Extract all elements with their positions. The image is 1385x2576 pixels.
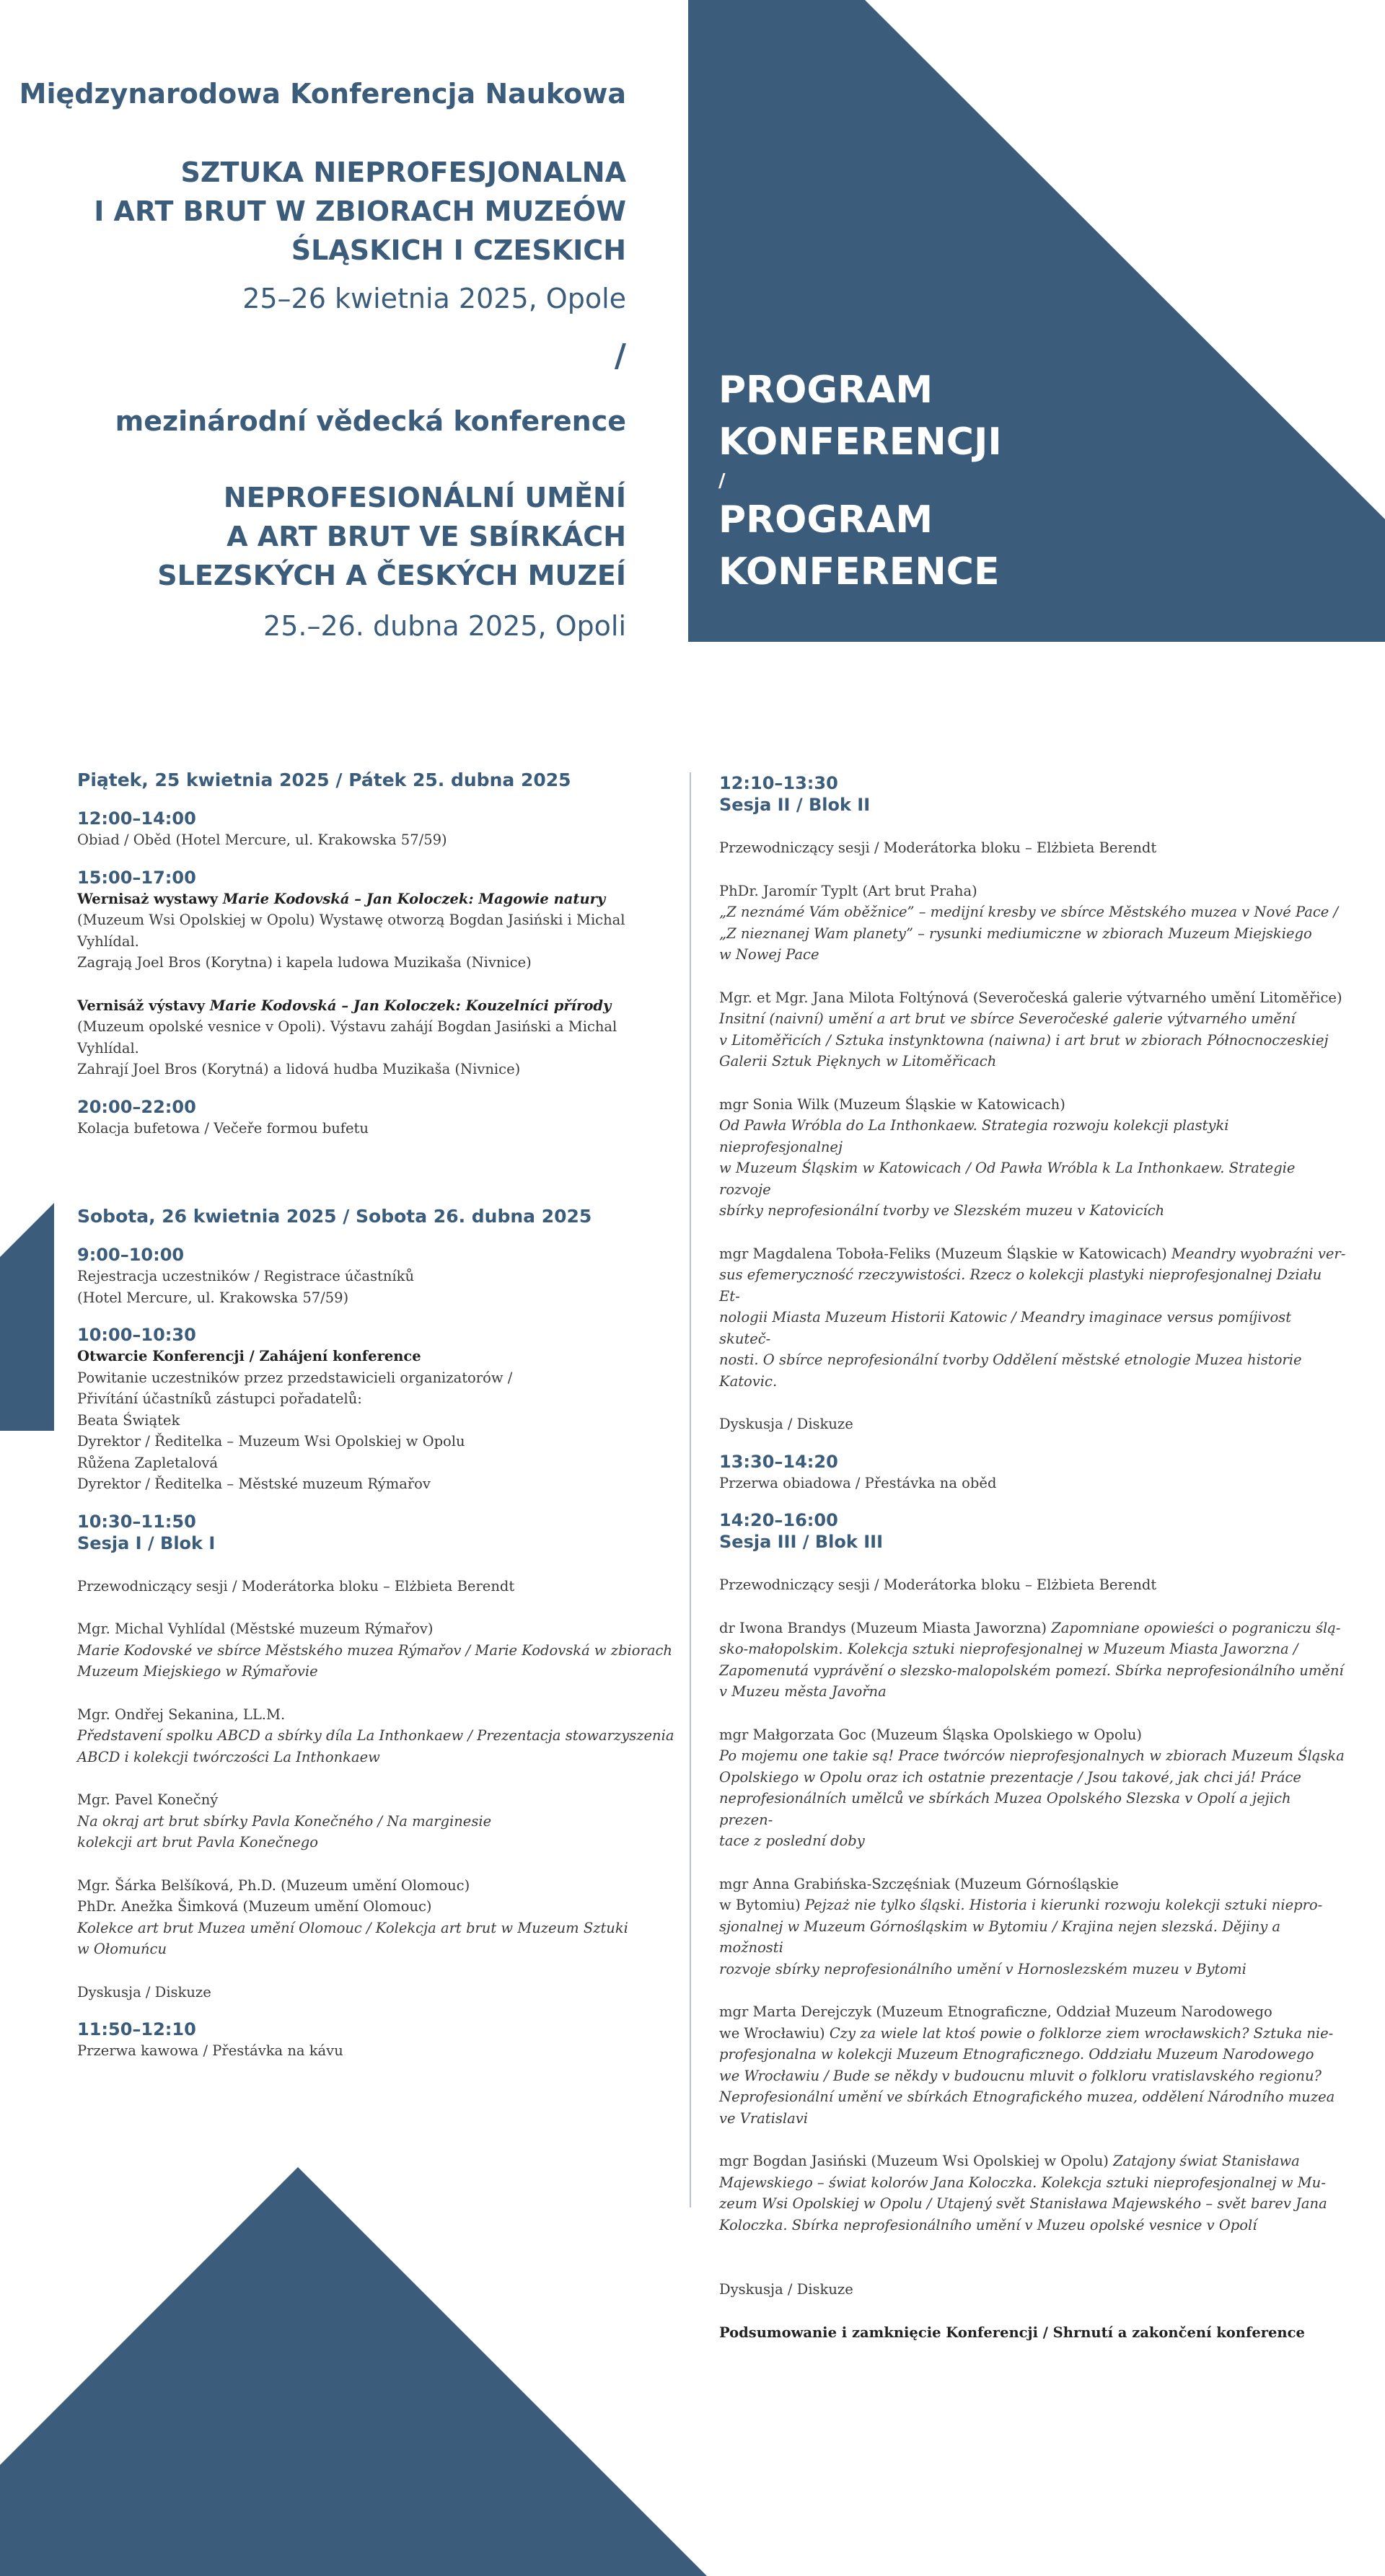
closing-session: Podsumowanie i zamknięcie Konferencji / Shrnutí a zakončení konference bbox=[719, 2324, 1305, 2341]
event-vernissage-cz: Vernisáž výstavy Marie Kodovská – Jan Koloczek: Kouzelníci přírody (Muzeum opolské vesnice v Opoli). Výstavu zahájí Bogdan Jasiński a Michal Vyhlídal. Zahrají Joel Bros (Korytná) a lidová hudba Muzikaša (Nivnice) bbox=[77, 997, 617, 1077]
presentation: Mgr. et Mgr. Jana Milota Foltýnová (Severočeská galerie výtvarného umění Litoměřice) Insitní (naivní) umění a art brut ve sbírce Severočeské galerie výtvarného umění v Litoměřicích / Sztuka instynktowna (naiwna) i art brut w zbiorach Północnoczeskiej Galerii Sztuk Pięknych w Litoměřicach bbox=[719, 989, 1342, 1069]
time-slot: 9:00–10:00 bbox=[77, 1245, 185, 1265]
bottom-decorative-triangle bbox=[0, 2167, 707, 2576]
language-separator: / bbox=[614, 338, 626, 374]
time-slot: 10:30–11:50 bbox=[77, 1511, 196, 1532]
time-slot: 15:00–17:00 bbox=[77, 867, 196, 888]
presentation: mgr Marta Derejczyk (Muzeum Etnograficzne, Oddział Muzeum Narodowego we Wrocławiu) Czy za wiele lat ktoś powie o folklorze ziem wrocławskich? Sztuka nie- profesjonalna w kolekcji Muzeum Etnograficznego. Oddziału Muzeum Narodowego we Wrocławiu / Bude se někdy v budoucnu mluvit o folkloru vratislavského regionu? Neprofesionální umění ve sbírkách Etnografického muzea, oddělení Národního muzea ve Vratislavi bbox=[719, 2003, 1335, 2127]
session-chair: Przewodniczący sesji / Moderátorka bloku – Elżbieta Berendt bbox=[77, 1577, 515, 1594]
presentation: mgr Magdalena Toboła-Feliks (Muzeum Śląskie w Katowicach) Meandry wyobraźni ver- sus efemeryczność rzeczywistości. Rzecz o kolekcji plastyki nieprofesjonalnej Działu Et- nologii Miasta Muzeum Historii Katowic / Meandry imaginace versus pomíjivost skuteč- nosti. O sbírce neprofesionální tvorby Oddělení městské etnologie Muzea historie Katovic. bbox=[719, 1245, 1346, 1390]
day-heading-saturday: Sobota, 26 kwietnia 2025 / Sobota 26. dubna 2025 bbox=[77, 1206, 592, 1227]
event-text: Przerwa kawowa / Přestávka na kávu bbox=[77, 2042, 343, 2059]
time-slot: 12:00–14:00 bbox=[77, 808, 196, 829]
presentation: Mgr. Michal Vyhlídal (Městské muzeum Rýmařov) Marie Kodovské ve sbírce Městského muzea Rýmařov / Marie Kodovská w zbiorach Muzeum Miejskiego w Rýmařovie bbox=[77, 1620, 672, 1680]
presentation: mgr Sonia Wilk (Muzeum Śląskie w Katowicach) Od Pawła Wróbla do La Inthonkaew. Strategia rozwoju kolekcji plastyki nieprofesjonalnej w Muzeum Śląskim w Katowicach / Od Pawła Wróbla k La Inthonkaew. Strategie rozvoje sbírky neprofesionální tvorby ve Slezském muzeu v Katovicích bbox=[719, 1095, 1296, 1219]
session-chair: Przewodniczący sesji / Moderátorka bloku – Elżbieta Berendt bbox=[719, 1576, 1157, 1593]
time-slot: 12:10–13:30 bbox=[719, 773, 838, 793]
event-opening-text: Powitanie uczestników przez przedstawicieli organizatorów / Přivítání účastníků zástupci pořadatelů: Beata Świątek Dyrektor / Ředitelka – Muzeum Wsi Opolskiej w Opolu Růžena Zapletalová Dyrektor / Ředitelka – Městské muzeum Rýmařov bbox=[77, 1369, 513, 1492]
program-left-column bbox=[77, 769, 676, 2062]
program-title: PROGRAM KONFERENCJI / PROGRAM KONFERENCE bbox=[718, 369, 1002, 594]
day-heading-friday: Piątek, 25 kwietnia 2025 / Pátek 25. dubna 2025 bbox=[77, 769, 571, 790]
program-right-column bbox=[719, 772, 1347, 2343]
event-text: Kolacja bufetowa / Večeře formou bufetu bbox=[77, 1119, 369, 1137]
time-slot: 20:00–22:00 bbox=[77, 1096, 196, 1117]
conference-type-cz: mezinárodní vědecká konference bbox=[115, 405, 626, 437]
presentation: Mgr. Šárka Belšíková, Ph.D. (Muzeum umění Olomouc) PhDr. Anežka Šimková (Muzeum umění Olomouc) Kolekce art brut Muzea umění Olomouc / Kolekcja art brut w Muzeum Sztuki w Ołomuńcu bbox=[77, 1876, 628, 1957]
left-decorative-triangle bbox=[0, 1203, 54, 1431]
discussion: Dyskusja / Diskuze bbox=[719, 2281, 853, 2298]
time-slot: 11:50–12:10 bbox=[77, 2019, 196, 2039]
event-text: Przerwa obiadowa / Přestávka na oběd bbox=[719, 1474, 997, 1491]
session-heading: Sesja I / Blok I bbox=[77, 1532, 216, 1553]
presentation: mgr Małgorzata Goc (Muzeum Śląska Opolskiego w Opolu) Po mojemu one takie są! Prace twórców nieprofesjonalnych w zbiorach Muzeum Śląska Opolskiego w Opolu oraz ich ostatnie prezentacje / Jsou takové, jak chci já! Práce neprofesionálních umělců ve sbírkách Muzea Opolského Slezska v Opolí a jejich prezen- tace z poslední doby bbox=[719, 1726, 1345, 1849]
presentation: mgr Bogdan Jasiński (Muzeum Wsi Opolskiej w Opolu) Zatajony świat Stanisława Majewskiego – świat kolorów Jana Koloczka. Kolekcja sztuki nieprofesjonalnej w Mu- zeum Wsi Opolskiej w Opolu / Utajený svět Stanisława Majewského – svět barev Jana Koloczka. Sbírka neprofesionálního umění v Muzeu opolské vesnice v Opolí bbox=[719, 2153, 1327, 2233]
column-divider bbox=[690, 772, 691, 2207]
presentation: PhDr. Jaromír Typlt (Art brut Praha) „Z neznámé Vám oběžnice” – mediјní kresby ve sbírce Městského muzea v Nové Pace / „Z nieznanej Wam planety” – rysunki mediumiczne w zbiorach Muzeum Miejskiego w Nowej Pace bbox=[719, 882, 1339, 963]
session-chair: Przewodniczący sesji / Moderátorka bloku – Elżbieta Berendt bbox=[719, 839, 1157, 856]
conference-date-pl: 25–26 kwietnia 2025, Opole bbox=[242, 283, 626, 314]
presentation: Mgr. Ondřej Sekanina, LL.M. Představení spolku ABCD a sbírky díla La Inthonkaew / Prezentacja stowarzyszenia ABCD i kolekcji twórczości La Inthonkaew bbox=[77, 1706, 674, 1765]
event-text: Obiad / Oběd (Hotel Mercure, ul. Krakowska 57/59) bbox=[77, 832, 447, 848]
presentation: dr Iwona Brandys (Muzeum Miasta Jaworzna) Zapomniane opowieści o pograniczu ślą- sko-małopolskim. Kolekcja sztuki nieprofesjonalnej w Muzeum Miasta Jaworzna / Zapomenutá vyprávění o slezsko-malopolském pomezí. Sbírka neprofesionálního umění v Muzeu města Javořna bbox=[719, 1619, 1344, 1700]
session-heading: Sesja II / Blok II bbox=[719, 795, 871, 815]
event-registration: Rejestracja uczestników / Registrace účastníků (Hotel Mercure, ul. Krakowska 57/59) bbox=[77, 1268, 415, 1306]
conference-date-cz: 25.–26. dubna 2025, Opoli bbox=[263, 610, 626, 642]
conference-title-pl: SZTUKA NIEPROFESJONALNA I ART BRUT W ZBIORACH MUZEÓW ŚLĄSKICH I CZESKICH bbox=[94, 156, 626, 266]
discussion: Dyskusja / Diskuze bbox=[719, 1416, 853, 1432]
presentation: Mgr. Pavel Konečný Na okraj art brut sbírky Pavla Konečného / Na marginesie kolekcji art brut Pavla Konečnego bbox=[77, 1791, 492, 1851]
event-vernissage-pl: Wernisaż wystawy Marie Kodovská – Jan Koloczek: Magowie natury (Muzeum Wsi Opolskiej w Opolu) Wystawę otworzą Bogdan Jasiński i Michal Vyhlídal. Zagrają Joel Bros (Korytna) i kapela ludowa Muzikaša (Nivnice) bbox=[77, 890, 625, 971]
presentation: mgr Anna Grabińska-Szczęśniak (Muzeum Górnośląskie w Bytomiu) Pejzaż nie tylko śląski. Historia i kierunki rozwoju kolekcji sztuki niepro- sjonalnej w Muzeum Górnośląskim w Bytomiu / Krajina nejen slezská. Dějiny a možnosti rozvoje sbírky neprofesionálního umění v Hornoslezském muzeu v Bytomi bbox=[719, 1875, 1323, 1977]
conference-type-pl: Międzynarodowa Konferencja Naukowa bbox=[19, 78, 626, 110]
time-slot: 10:00–10:30 bbox=[77, 1325, 196, 1345]
time-slot: 14:20–16:00 bbox=[719, 1510, 838, 1530]
discussion: Dyskusja / Diskuze bbox=[77, 1983, 211, 2001]
time-slot: 13:30–14:20 bbox=[719, 1451, 838, 1472]
session-heading: Sesja III / Blok III bbox=[719, 1532, 884, 1552]
event-opening-title: Otwarcie Konferencji / Zahájení konference bbox=[77, 1348, 421, 1364]
conference-title-cz: NEPROFESIONÁLNÍ UMĚNÍ A ART BRUT VE SBÍRKÁCH SLEZSKÝCH A ČESKÝCH MUZEÍ bbox=[157, 482, 626, 591]
